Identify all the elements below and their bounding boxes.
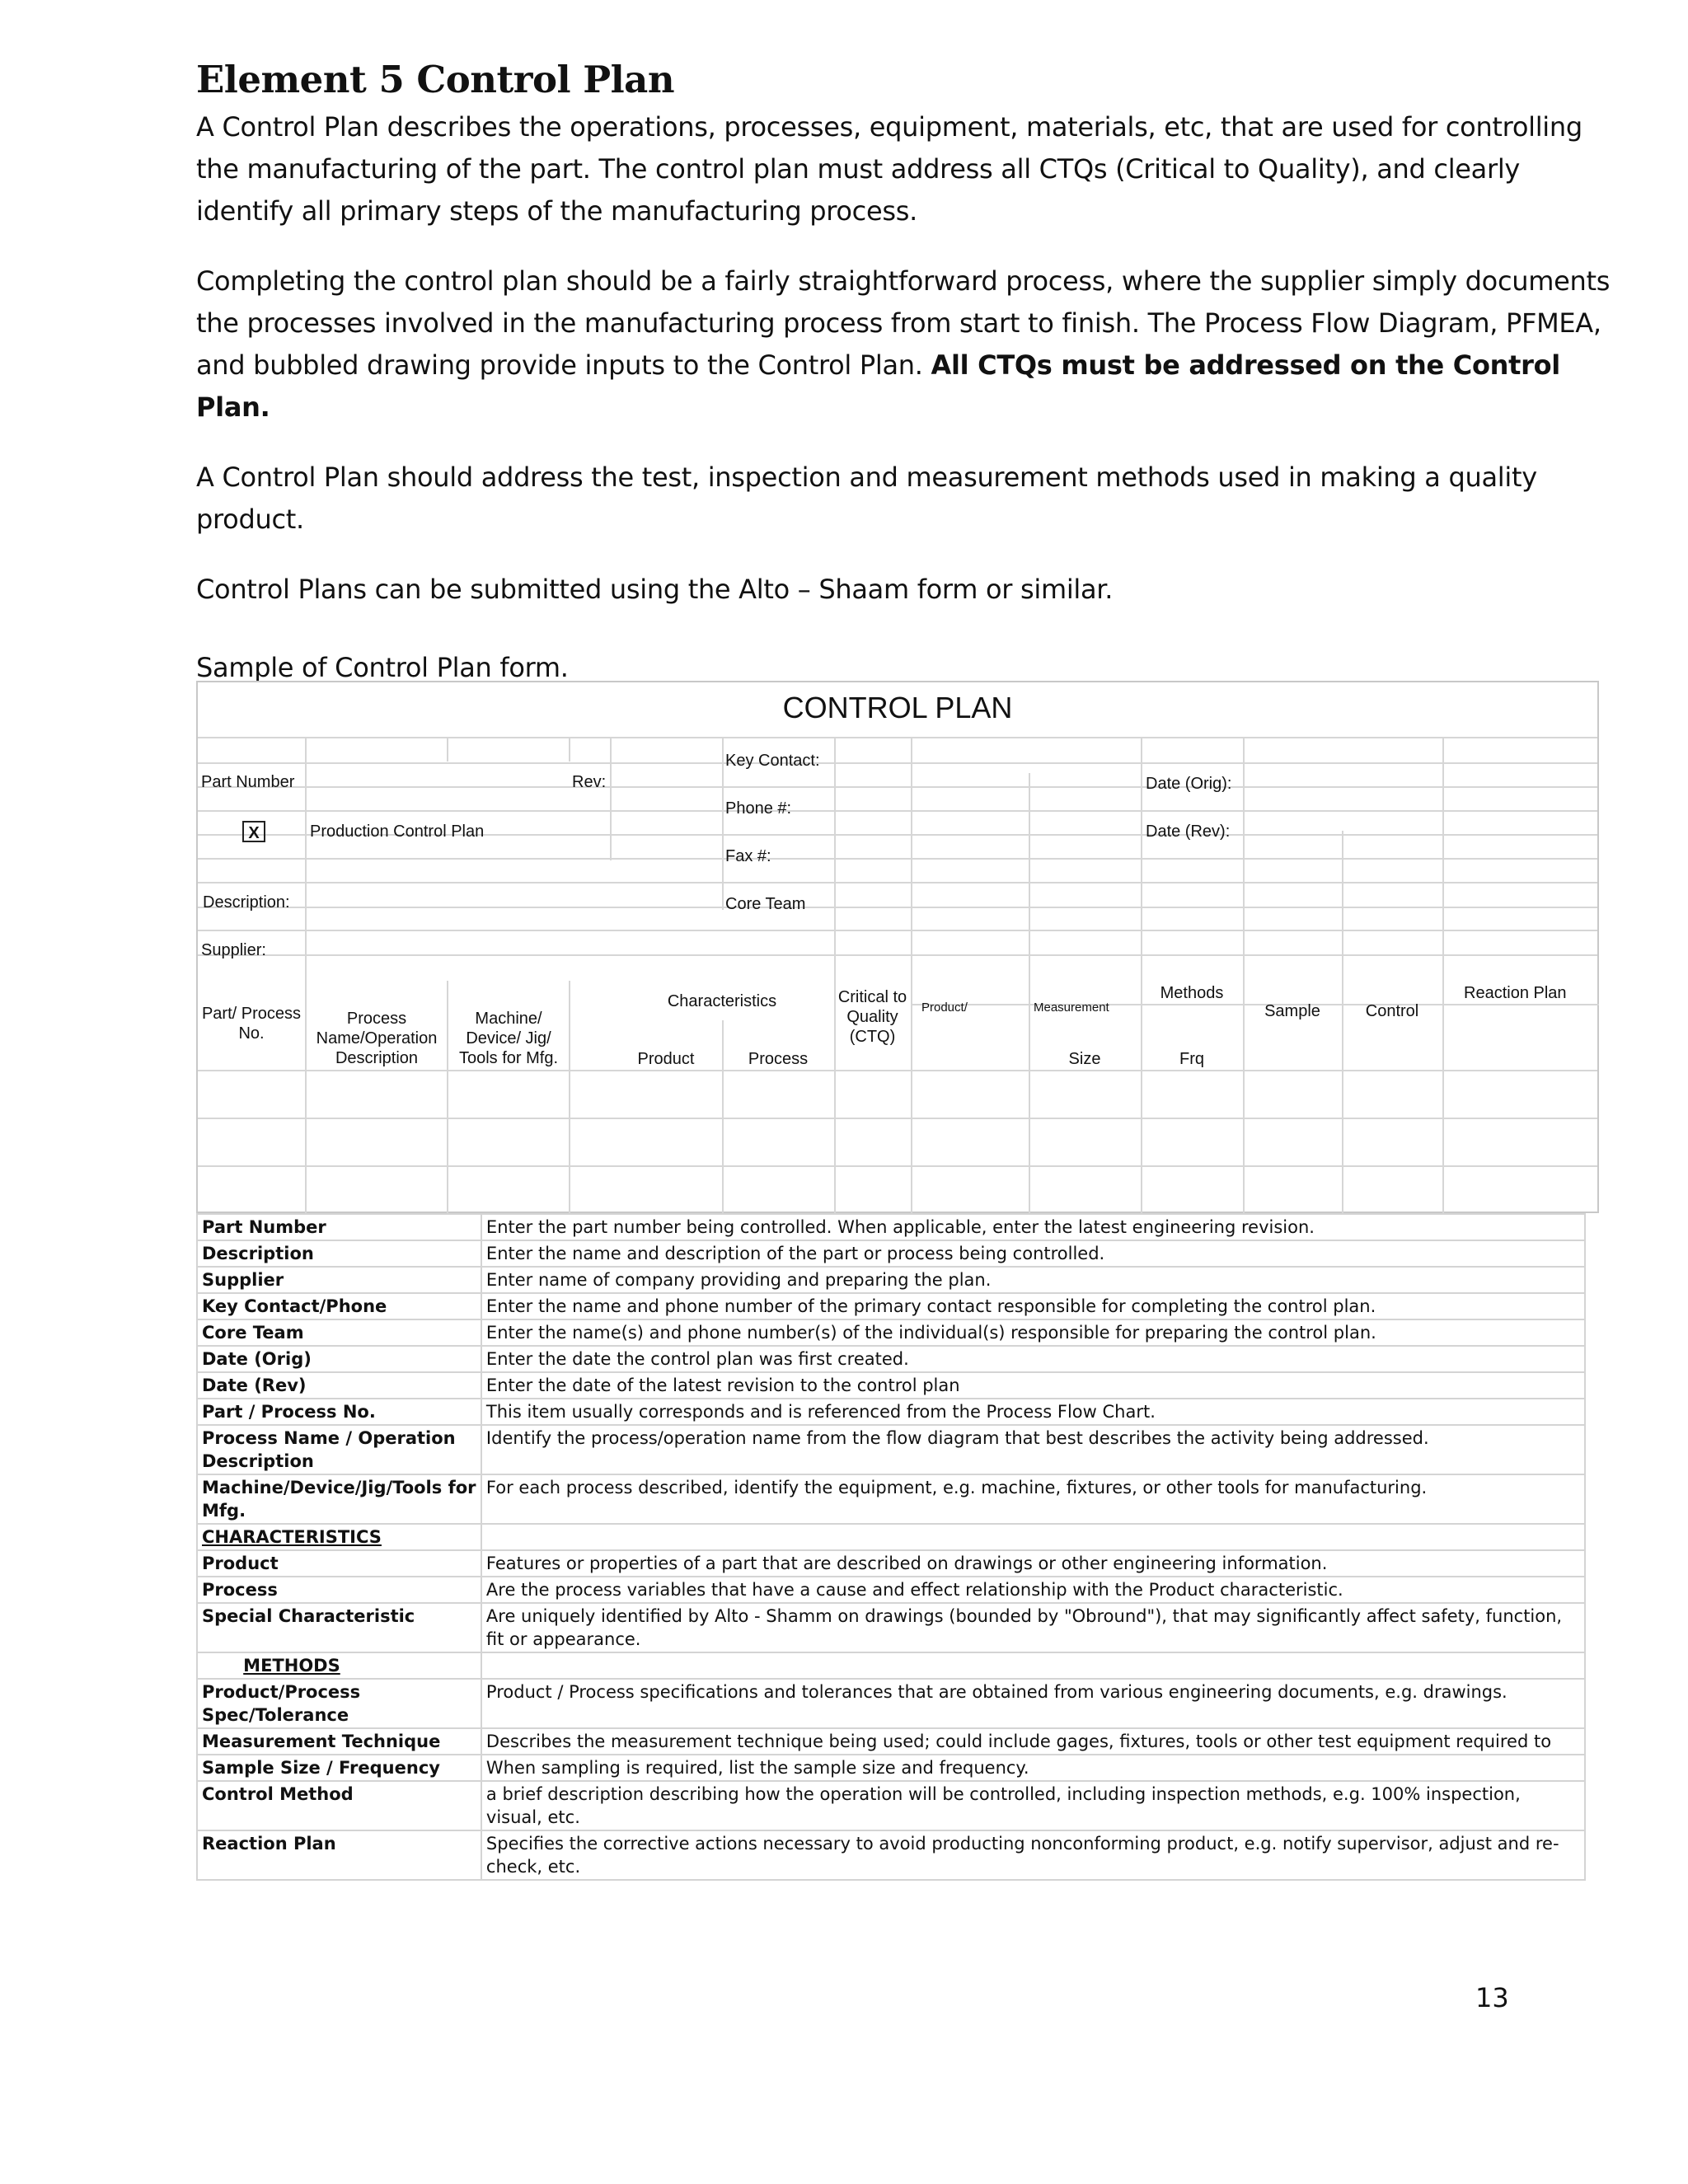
page-title: Element 5 Control Plan (196, 58, 675, 101)
characteristics-label: Characteristics (667, 992, 777, 1010)
section-heading: CHARACTERISTICS (197, 1524, 481, 1550)
fax-label: Fax #: (725, 847, 771, 865)
definition-row (197, 1652, 1585, 1679)
part-number-label: Part Number (201, 773, 295, 791)
definition-row (197, 1474, 1585, 1524)
phone-label: Phone #: (725, 799, 792, 818)
paragraph-sample-label: Sample of Control Plan form. (196, 652, 569, 683)
process-header: Process (748, 1050, 809, 1068)
section-spacer (481, 1652, 1585, 1679)
definition-row (197, 1240, 1585, 1267)
definition-row (197, 1425, 1585, 1474)
core-team-label: Core Team (725, 895, 806, 913)
definition-term: Special Characteristic (197, 1603, 481, 1652)
definition-row (197, 1755, 1585, 1781)
definition-description: Enter name of company providing and preparing the plan. (481, 1267, 1585, 1293)
key-contact-label: Key Contact: (725, 752, 820, 770)
definition-term: Key Contact/Phone (197, 1293, 481, 1319)
definition-term: Date (Orig) (197, 1346, 481, 1372)
machine-header: Machine/ Device/ Jig/ Tools for Mfg. (458, 1010, 559, 1067)
definition-term: Date (Rev) (197, 1372, 481, 1399)
production-control-plan-label: Production Control Plan (310, 823, 485, 841)
product-spec-label: Product/ (921, 1001, 968, 1015)
definition-description: Product / Process specifications and tolerances that are obtained from various engineering documents, e.g. drawings. (481, 1679, 1585, 1728)
definition-row (197, 1346, 1585, 1372)
sample-label: Sample (1264, 1002, 1320, 1020)
definition-row (197, 1603, 1585, 1652)
size-header: Size (1068, 1050, 1101, 1068)
definition-description: When sampling is required, list the sample size and frequency. (481, 1755, 1585, 1781)
control-label: Control (1365, 1002, 1419, 1020)
definition-row (197, 1267, 1585, 1293)
definition-term: Reaction Plan (197, 1830, 481, 1880)
definition-term: Part Number (197, 1214, 481, 1240)
definition-term: Measurement Technique (197, 1728, 481, 1755)
definition-row (197, 1781, 1585, 1830)
definition-description: Enter the part number being controlled. When applicable, enter the latest engineering revision. (481, 1214, 1585, 1240)
definition-row (197, 1399, 1585, 1425)
paragraph-intro: A Control Plan describes the operations, processes, equipment, materials, etc, that are used for controlling the manufacturing of the part. The control plan must address all CTQs (Critical to Quality), and clearly identify all primary steps of the manufacturing process. (196, 111, 1582, 227)
definition-description: Enter the date the control plan was first created. (481, 1346, 1585, 1372)
paragraph-completing-text: Completing the control plan should be a fairly straightforward process, where the supplier simply documents the processes involved in the manufacturing process from start to finish. The Process Flow Diagram, PFMEA, and bubbled drawing provide inputs to the Control Plan. (196, 265, 1611, 381)
definition-row (197, 1319, 1585, 1346)
part-process-no-header: Part/ Process No. (201, 1005, 302, 1043)
definition-description: This item usually corresponds and is referenced from the Process Flow Chart. (481, 1399, 1585, 1425)
definition-term: Sample Size / Frequency (197, 1755, 481, 1781)
paragraph-completing-bold: All CTQs must be addressed on the Control Plan. (196, 349, 1560, 423)
frq-header: Frq (1179, 1050, 1204, 1068)
definition-term: Machine/Device/Jig/Tools for Mfg. (197, 1474, 481, 1524)
definitions-table (196, 1213, 1586, 1881)
product-header: Product (637, 1050, 695, 1068)
measurement-label: Measurement (1034, 1001, 1109, 1015)
definition-term: Control Method (197, 1781, 481, 1830)
production-checkbox[interactable]: X (242, 821, 265, 842)
form-title: CONTROL PLAN (782, 691, 1013, 724)
definition-row (197, 1728, 1585, 1755)
section-spacer (481, 1524, 1585, 1550)
definition-description: Features or properties of a part that are described on drawings or other engineering information. (481, 1550, 1585, 1577)
definition-term: Product/Process Spec/Tolerance (197, 1679, 481, 1728)
definition-term: Product (197, 1550, 481, 1577)
definition-row (197, 1550, 1585, 1577)
definition-description: Are uniquely identified by Alto - Shamm on drawings (bounded by "Obround"), that may significantly affect safety, function, fit or appearance. (481, 1603, 1585, 1652)
definition-term: Core Team (197, 1319, 481, 1346)
rev-label: Rev: (572, 773, 607, 791)
definition-term: Process Name / Operation Description (197, 1425, 481, 1474)
definition-description: Identify the process/operation name from the flow diagram that best describes the activity being addressed. (481, 1425, 1585, 1474)
definition-term: Description (197, 1240, 481, 1267)
definition-term: Process (197, 1577, 481, 1603)
methods-label: Methods (1160, 984, 1224, 1002)
definition-row (197, 1214, 1585, 1240)
section-heading: METHODS (197, 1652, 481, 1679)
control-plan-form (196, 681, 1599, 1213)
page-number: 13 (1475, 1982, 1509, 2013)
definition-row (197, 1679, 1585, 1728)
document-body (196, 58, 1614, 717)
definition-description: a brief description describing how the operation will be controlled, including inspection methods, e.g. 100% inspection, visual, etc. (481, 1781, 1585, 1830)
supplier-label: Supplier: (201, 941, 266, 959)
definition-row (197, 1524, 1585, 1550)
definition-description: Describes the measurement technique being used; could include gages, fixtures, tools or other test equipment required to (481, 1728, 1585, 1755)
definition-row (197, 1372, 1585, 1399)
definition-row (197, 1293, 1585, 1319)
definition-term: Part / Process No. (197, 1399, 481, 1425)
definition-description: Specifies the corrective actions necessary to avoid producting nonconforming product, e.g. notify supervisor, adjust and re-check, etc. (481, 1830, 1585, 1880)
definition-description: For each process described, identify the equipment, e.g. machine, fixtures, or other tools for manufacturing. (481, 1474, 1585, 1524)
definition-term: Supplier (197, 1267, 481, 1293)
definition-description: Enter the name and description of the part or process being controlled. (481, 1240, 1585, 1267)
definition-description: Are the process variables that have a cause and effect relationship with the Product characteristic. (481, 1577, 1585, 1603)
date-orig-label: Date (Orig): (1146, 775, 1232, 793)
paragraph-completing (196, 260, 1614, 429)
definition-row (197, 1577, 1585, 1603)
definition-description: Enter the date of the latest revision to the control plan (481, 1372, 1585, 1399)
paragraph-submission: Control Plans can be submitted using the Alto – Shaam form or similar. (196, 574, 1114, 605)
definition-description: Enter the name and phone number of the primary contact responsible for completing the control plan. (481, 1293, 1585, 1319)
paragraph-methods: A Control Plan should address the test, inspection and measurement methods used in making a quality product. (196, 462, 1537, 535)
definition-row (197, 1830, 1585, 1880)
ctq-label: Critical to Quality (CTQ) (837, 988, 907, 1046)
reaction-plan-label: Reaction Plan (1464, 984, 1567, 1002)
definition-description: Enter the name(s) and phone number(s) of the individual(s) responsible for preparing the control plan. (481, 1319, 1585, 1346)
description-label: Description: (203, 893, 290, 912)
process-name-header: Process Name/Operation Description (316, 1010, 438, 1067)
date-rev-label: Date (Rev): (1146, 823, 1231, 841)
